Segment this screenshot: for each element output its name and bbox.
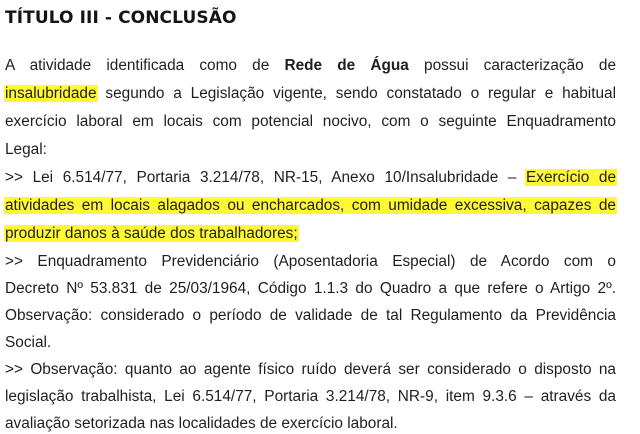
text-run: A atividade identificada como de [5,57,270,74]
paragraph-4-line-3: avaliação setorizada nas localidades de exercício laboral. [5,415,398,432]
paragraph-2-line-2 [5,196,616,216]
paragraph-3-line-3: Observação: considerado o período de validade de tal Regulamento da Previdência [5,307,616,324]
highlighted-text: insalubridade [5,85,97,102]
paragraph-3-line-2: Decreto Nº 53.831 de 25/03/1964, Código 1.1.3 do Quadro a que refere o Artigo 2º. [5,280,616,297]
paragraph-1-line-2 [5,84,616,104]
paragraph-3-line-1: >> Enquadramento Previdenciário (Aposentadoria Especial) de Acordo com o [5,253,616,270]
paragraph-1-line-4: Legal: [5,141,47,158]
text-run: >> Lei 6.514/77, Portaria 3.214/78, NR-15, Anexo 10/Insalubridade – [5,169,517,186]
text-run: segundo a Legislação vigente, sendo constatado o regular e habitual [105,85,617,102]
paragraph-1-line-1 [5,56,616,76]
document-page [5,0,616,434]
highlighted-text: atividades em locais alagados ou encharcados, com umidade excessiva, capazes de [5,197,616,214]
paragraph-3-line-4: Social. [5,334,52,351]
activity-name: Rede de Água [284,57,409,74]
paragraph-2-line-3 [5,224,616,244]
paragraph-1-line-3: exercício laboral em locais com potencial nocivo, com o seguinte Enquadramento [5,113,616,130]
paragraph-2-line-1 [5,168,616,188]
paragraph-4-line-2: legislação trabalhista, Lei 6.514/77, Portaria 3.214/78, NR-9, item 9.3.6 – através da [5,388,616,405]
text-run: possui caracterização de [424,57,617,74]
paragraph-4-line-1: >> Observação: quanto ao agente físico ruído deverá ser considerado o disposto na [5,361,616,378]
highlighted-text: Exercício de [526,169,617,186]
highlighted-text: produzir danos à saúde dos trabalhadores; [5,225,298,242]
section-title: TÍTULO III - CONCLUSÃO [5,8,237,28]
